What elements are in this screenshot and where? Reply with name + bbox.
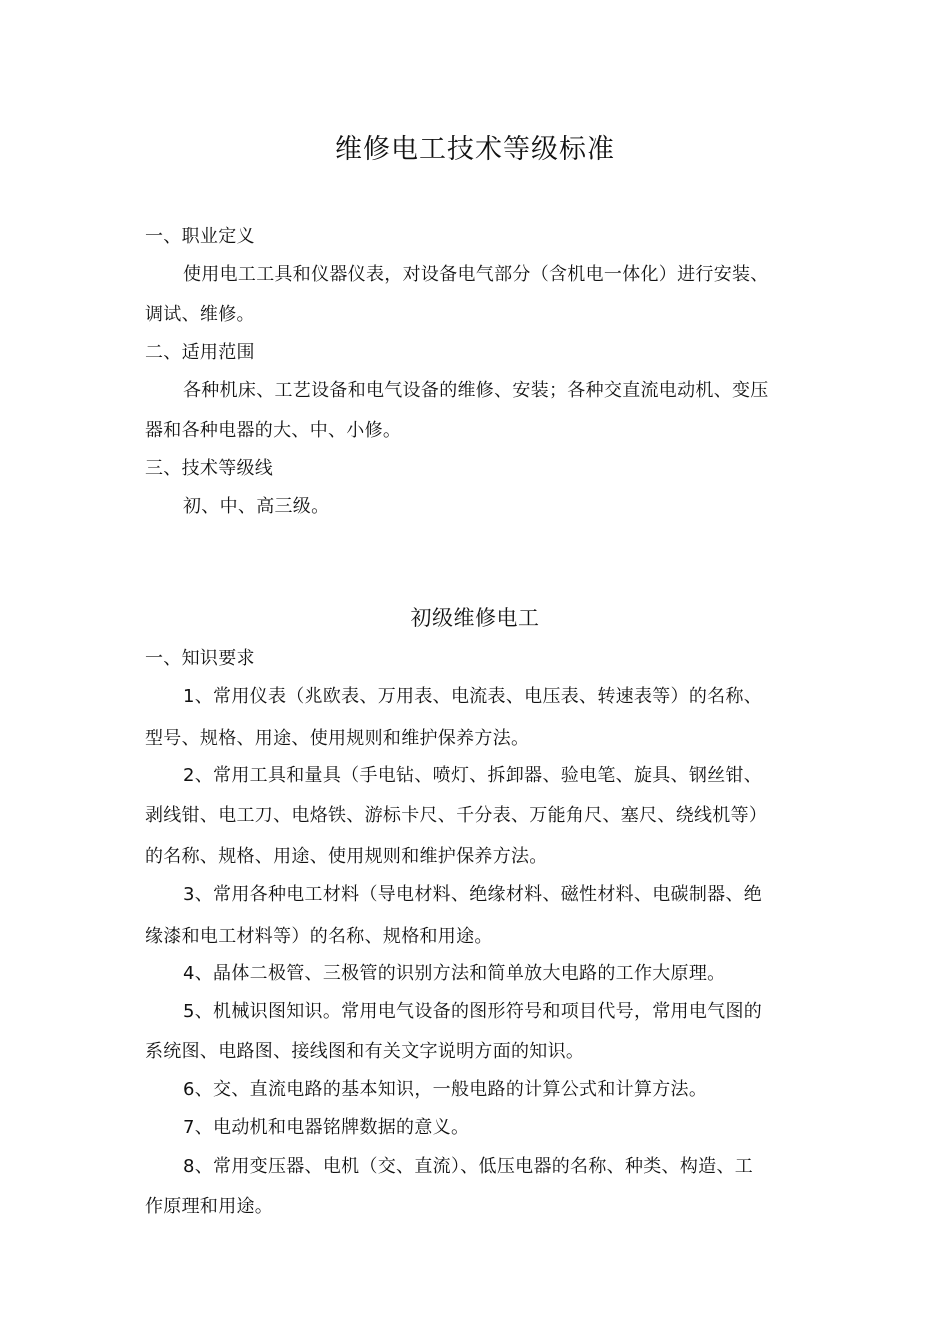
paragraph-line: 器和各种电器的大、中、小修。 xyxy=(145,420,402,441)
list-item-line: 6、交、直流电路的基本知识，一般电路的计算公式和计算方法。 xyxy=(183,1079,708,1100)
paragraph-line: 初、中、高三级。 xyxy=(183,496,330,517)
paragraph-line: 各种机床、工艺设备和电气设备的维修、安装；各种交直流电动机、变压 xyxy=(183,380,769,401)
list-item-line: 1、常用仪表（兆欧表、万用表、电流表、电压表、转速表等）的名称、 xyxy=(183,686,763,707)
document-title: 维修电工技术等级标准 xyxy=(335,134,615,165)
list-item-line: 型号、规格、用途、使用规则和维护保养方法。 xyxy=(145,728,530,749)
list-item-line: 缘漆和电工材料等）的名称、规格和用途。 xyxy=(145,926,493,947)
list-item-line: 4、晶体二极管、三极管的识别方法和简单放大电路的工作大原理。 xyxy=(183,963,726,984)
list-item-line: 3、常用各种电工材料（导电材料、绝缘材料、磁性材料、电碳制器、绝 xyxy=(183,884,763,905)
section-heading-definition: 一、职业定义 xyxy=(145,226,255,247)
section-heading-knowledge: 一、知识要求 xyxy=(145,648,255,669)
paragraph-line: 调试、维修。 xyxy=(145,304,255,325)
section-title-junior: 初级维修电工 xyxy=(410,606,540,630)
list-item-line: 5、机械识图知识。常用电气设备的图形符号和项目代号，常用电气图的 xyxy=(183,1001,763,1022)
section-heading-grades: 三、技术等级线 xyxy=(145,458,274,479)
list-item-line: 8、常用变压器、电机（交、直流）、低压电器的名称、种类、构造、工 xyxy=(183,1156,754,1177)
paragraph-line: 使用电工工具和仪器仪表，对设备电气部分（含机电一体化）进行安装、 xyxy=(183,264,769,285)
list-item-line: 的名称、规格、用途、使用规则和维护保养方法。 xyxy=(145,846,548,867)
list-item-line: 7、电动机和电器铭牌数据的意义。 xyxy=(183,1117,470,1138)
list-item-line: 2、常用工具和量具（手电钻、喷灯、拆卸器、验电笔、旋具、钢丝钳、 xyxy=(183,765,763,786)
list-item-line: 作原理和用途。 xyxy=(145,1196,274,1217)
list-item-line: 剥线钳、电工刀、电烙铁、游标卡尺、千分表、万能角尺、塞尺、绕线机等） xyxy=(145,805,768,826)
section-heading-scope: 二、适用范围 xyxy=(145,342,255,363)
list-item-line: 系统图、电路图、接线图和有关文字说明方面的知识。 xyxy=(145,1041,585,1062)
